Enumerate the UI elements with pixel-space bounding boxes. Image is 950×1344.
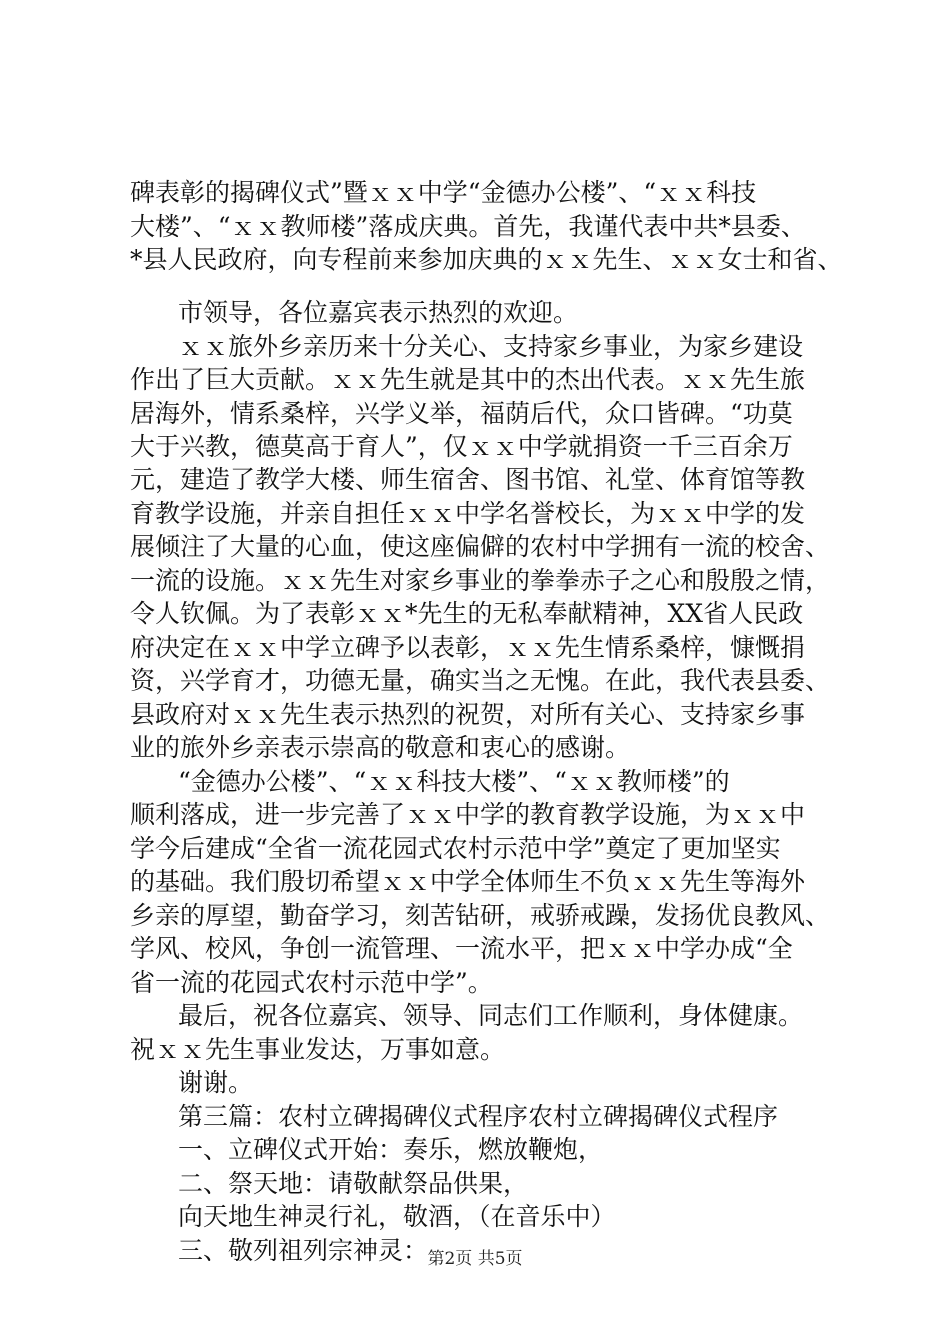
text-line: 学今后建成“全省一流花园式农村示范中学”奠定了更加坚实: [130, 834, 781, 863]
text-line: 三、敬列祖列宗神灵：: [178, 1236, 429, 1265]
text-line: 学风、校风，争创一流管理、一流水平，把ｘｘ中学办成“全: [130, 934, 793, 963]
text-line: 作出了巨大贡献。ｘｘ先生就是其中的杰出代表。ｘｘ先生旅: [130, 365, 806, 394]
text-line: 元，建造了教学大楼、师生宿舍、图书馆、礼堂、体育馆等教: [130, 465, 806, 494]
text-line: 省一流的花园式农村示范中学”。: [130, 968, 493, 997]
text-line: 向天地生神灵行礼，敬酒，（在音乐中）: [178, 1202, 616, 1231]
text-line: *县人民政府，向专程前来参加庆典的ｘｘ先生、ｘｘ女士和省、: [130, 245, 843, 274]
text-line: 府决定在ｘｘ中学立碑予以表彰，ｘｘ先生情系桑梓，慷慨捐: [130, 633, 806, 662]
text-line: 的基础。我们殷切希望ｘｘ中学全体师生不负ｘｘ先生等海外: [130, 867, 806, 896]
text-line: “金德办公楼”、“ｘｘ科技大楼”、“ｘｘ教师楼”的: [178, 767, 730, 796]
section-heading: 第三篇：农村立碑揭碑仪式程序农村立碑揭碑仪式程序: [178, 1102, 779, 1131]
text-line: ｘｘ旅外乡亲历来十分关心、支持家乡事业，为家乡建设: [178, 332, 804, 361]
text-line: 一、立碑仪式开始：奏乐，燃放鞭炮，: [178, 1135, 604, 1164]
text-line: 最后，祝各位嘉宾、领导、同志们工作顺利，身体健康。: [178, 1001, 804, 1030]
page-footer: 第2页 共5页: [427, 1249, 523, 1269]
text-line: 一流的设施。ｘｘ先生对家乡事业的拳拳赤子之心和殷殷之情，: [130, 566, 831, 595]
text-line: 业的旅外乡亲表示崇高的敬意和衷心的感谢。: [130, 733, 631, 762]
text-line: 谢谢。: [178, 1068, 254, 1097]
text-line: 祝ｘｘ先生事业发达，万事如意。: [130, 1035, 506, 1064]
text-line: 乡亲的厚望，勤奋学习，刻苦钻研，戒骄戒躁，发扬优良教风、: [130, 901, 831, 930]
text-line: 资，兴学育才，功德无量，确实当之无愧。在此，我代表县委、: [130, 666, 831, 695]
text-line: 二、祭天地：请敬献祭品供果，: [178, 1169, 529, 1198]
text-line: 令人钦佩。为了表彰ｘｘ*先生的无私奉献精神，XX省人民政: [130, 599, 804, 628]
text-line: 碑表彰的揭碑仪式”暨ｘｘ中学“金德办公楼”、“ｘｘ科技: [130, 178, 757, 207]
text-line: 市领导，各位嘉宾表示热烈的欢迎。: [178, 298, 579, 327]
text-line: 展倾注了大量的心血，使这座偏僻的农村中学拥有一流的校舍、: [130, 532, 831, 561]
text-line: 育教学设施，并亲自担任ｘｘ中学名誉校长，为ｘｘ中学的发: [130, 499, 806, 528]
text-line: 居海外，情系桑梓，兴学义举，福荫后代，众口皆碑。“功莫: [130, 399, 793, 428]
text-line: 大于兴教，德莫高于育人”，仅ｘｘ中学就捐资一千三百余万: [130, 432, 793, 461]
text-line: 顺利落成，进一步完善了ｘｘ中学的教育教学设施，为ｘｘ中: [130, 800, 806, 829]
text-line: 县政府对ｘｘ先生表示热烈的祝贺，对所有关心、支持家乡事: [130, 700, 806, 729]
text-line: 大楼”、“ｘｘ教师楼”落成庆典。首先，我谨代表中共*县委、: [130, 212, 806, 241]
